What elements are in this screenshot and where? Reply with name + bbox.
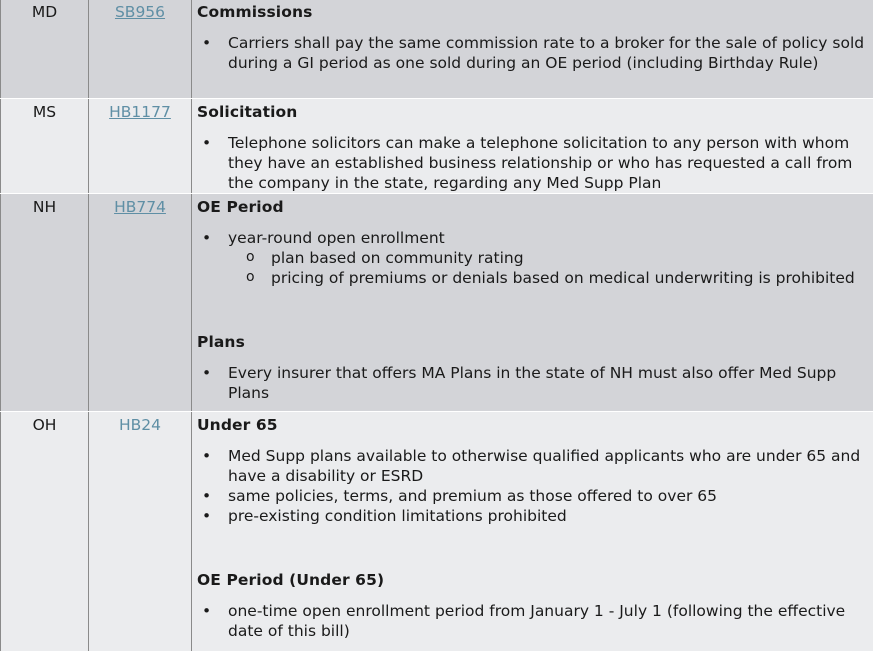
- bullet-item: • Telephone solicitors can make a telephone solicitation to any person with whom they have an established business relationship or who has requested a call from the company in the state, regarding any Med Supp Plan: [228, 133, 867, 193]
- bill-link-sb956[interactable]: SB956: [115, 3, 165, 21]
- bullet-list: [197, 363, 867, 403]
- section-heading: Solicitation: [197, 102, 867, 122]
- bill-link-hb1177[interactable]: HB1177: [109, 103, 171, 121]
- bullet-item: • Med Supp plans available to otherwise qualified applicants who are under 65 and have a disability or ESRD: [228, 446, 867, 486]
- state-code: MS: [33, 103, 56, 121]
- bill-number: HB24: [119, 416, 161, 434]
- bill-cell: [89, 193, 192, 411]
- bullet-list: [197, 133, 867, 193]
- bullet-item: • Carriers shall pay the same commission rate to a broker for the sale of policy sold during a GI period as one sold during an OE period (including Birthday Rule): [228, 33, 867, 73]
- section-heading: OE Period: [197, 197, 867, 217]
- state-code: OH: [33, 416, 57, 434]
- sub-bullet-item: o plan based on community rating: [271, 248, 867, 268]
- table-row-oh: [1, 411, 873, 651]
- bullet-item: [228, 228, 867, 288]
- sub-bullet-list: [228, 248, 867, 288]
- state-code: MD: [32, 3, 57, 21]
- section-heading: Under 65: [197, 415, 867, 435]
- bill-link-hb774[interactable]: HB774: [114, 198, 166, 216]
- state-code: NH: [33, 198, 56, 216]
- bullet-list: [197, 33, 867, 73]
- bullet-item: • Every insurer that offers MA Plans in the state of NH must also offer Med Supp Plans: [228, 363, 867, 403]
- bullet-text: year-round open enrollment: [228, 229, 445, 247]
- bullet-item: • same policies, terms, and premium as those offered to over 65: [228, 486, 867, 506]
- summary-cell: [192, 411, 873, 651]
- summary-cell: [192, 98, 873, 193]
- bullet-list: [197, 446, 867, 526]
- section-heading: OE Period (Under 65): [197, 570, 867, 590]
- bullet-item: • pre-existing condition limitations prohibited: [228, 506, 867, 526]
- bill-cell: [89, 0, 192, 98]
- state-cell: [1, 193, 89, 411]
- bill-cell: [89, 98, 192, 193]
- table-row-nh: [1, 193, 873, 411]
- sub-bullet-item: o pricing of premiums or denials based on medical underwriting is prohibited: [271, 268, 867, 288]
- bullet-list: [197, 228, 867, 288]
- summary-cell: [192, 193, 873, 411]
- state-cell: [1, 411, 89, 651]
- bullet-item: • one-time open enrollment period from January 1 - July 1 (following the effective date of this bill): [228, 601, 867, 641]
- section-heading: Commissions: [197, 2, 867, 22]
- section-heading: Plans: [197, 332, 867, 352]
- bullet-list: [197, 601, 867, 641]
- table-row-md: [1, 0, 873, 98]
- section-spacer: [197, 288, 867, 332]
- state-cell: [1, 0, 89, 98]
- state-cell: [1, 98, 89, 193]
- table-row-ms: [1, 98, 873, 193]
- section-spacer: [197, 526, 867, 570]
- bill-cell: [89, 411, 192, 651]
- summary-cell: [192, 0, 873, 98]
